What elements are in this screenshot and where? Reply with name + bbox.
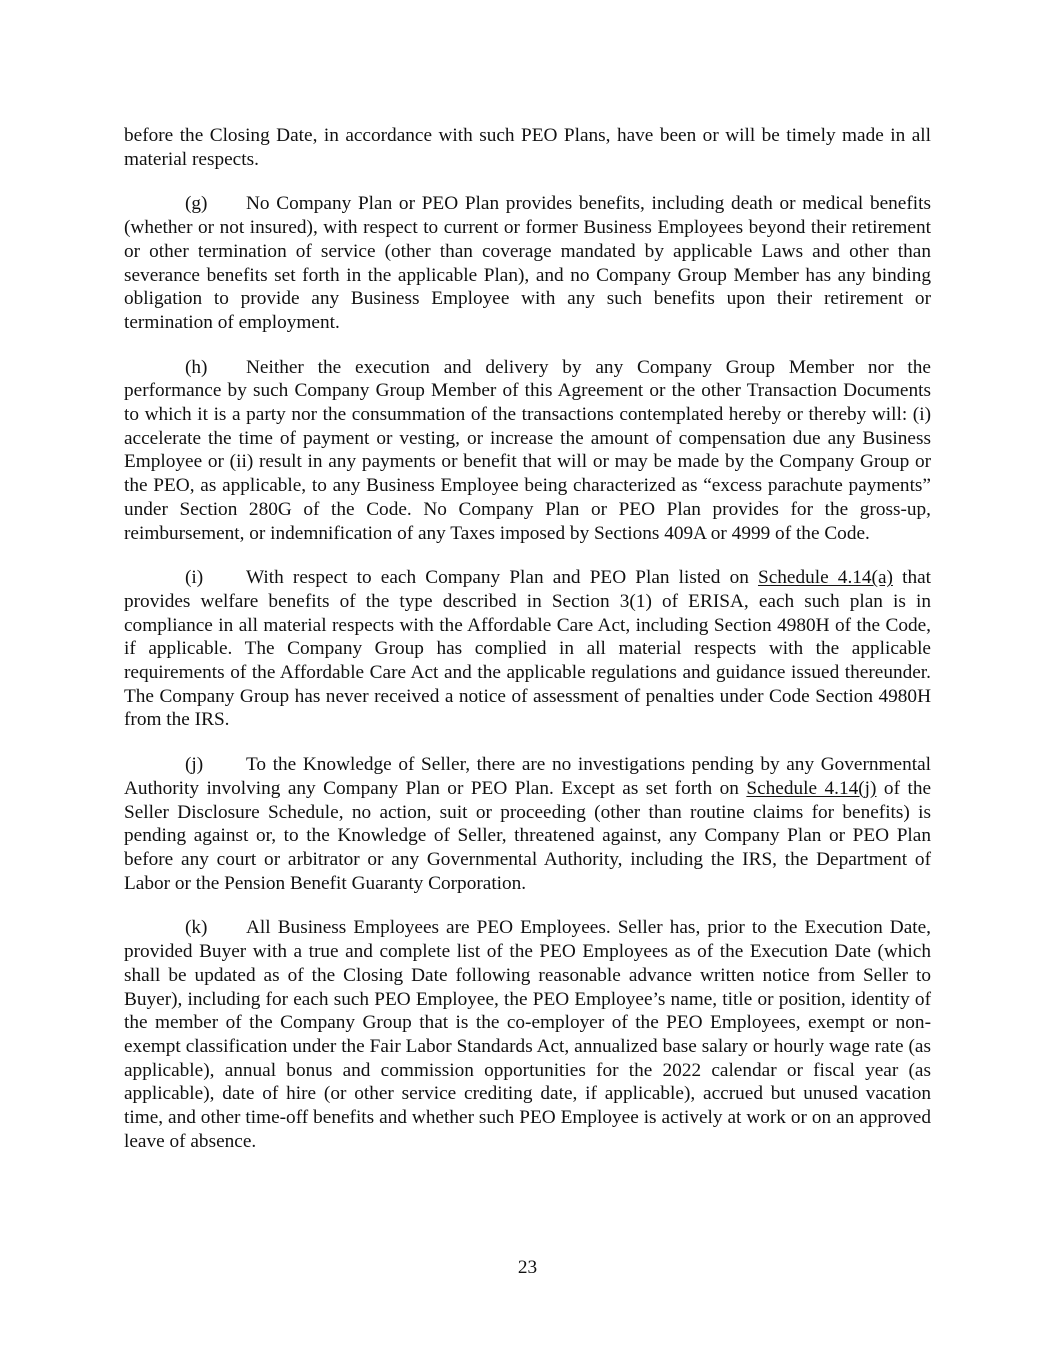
schedule-reference: Schedule 4.14(a) xyxy=(758,567,893,589)
paragraph-text-before: With respect to each Company Plan and PEO Plan listed on xyxy=(246,567,758,589)
paragraph-continuation xyxy=(124,124,931,171)
schedule-reference: Schedule 4.14(j) xyxy=(746,777,877,799)
paragraph-k xyxy=(124,916,931,1153)
paragraph-text-after: of the Seller Disclosure Schedule, no action, suit or proceeding (other than routine claims for benefits) is pending against or, to the Knowledge of Seller, threatened against, any Company Plan or PEO Plan before any court or arbitrator or any Governmental Authority, including the IRS, the Department of Labor or the Pension Benefit Guaranty Corporation. xyxy=(124,777,932,894)
paragraph-h xyxy=(124,356,931,546)
paragraph-label: (i) xyxy=(185,567,204,589)
paragraph-j xyxy=(124,753,931,895)
paragraph-i xyxy=(124,566,931,732)
paragraph-text-before: To the Knowledge of Seller, there are no investigations pending by any Governmental Authority involving any Company Plan or PEO Plan. Except as set forth on xyxy=(124,754,931,799)
paragraph-g xyxy=(124,192,931,334)
paragraph-label: (k) xyxy=(185,917,208,939)
page-body xyxy=(124,124,931,1174)
paragraph-text: Neither the execution and delivery by any Company Group Member nor the performance by such Company Group Member of this Agreement or the other Transaction Documents to which it is a party nor the consummation of the transactions contemplated hereby or thereby will: (i) accelerate the time of payment or vesting, or increase the amount of compensation due any Business Employee or (ii) result in any payments or benefit that will or may be made by the Company Group or the PEO, as applicable, to any Business Employee being characterized as “excess parachute payments” under Section 280G of the Code. No Company Plan or PEO Plan provides for the gross-up, reimbursement, or indemnification of any Taxes imposed by Sections 409A or 4999 of the Code. xyxy=(124,356,931,544)
paragraph-label: (h) xyxy=(185,356,208,378)
paragraph-text: No Company Plan or PEO Plan provides benefits, including death or medical benefits (whether or not insured), with respect to current or former Business Employees beyond their retirement or other termination of service (other than coverage mandated by applicable Laws and other than severance benefits set forth in the applicable Plan), and no Company Group Member has any binding obligation to provide any Business Employee with any such benefits upon their retirement or termination of employment. xyxy=(124,193,931,333)
paragraph-label: (g) xyxy=(185,193,208,215)
paragraph-text: All Business Employees are PEO Employees. Seller has, prior to the Execution Date, provided Buyer with a true and complete list of the PEO Employees as of the Execution Date (which shall be updated as of the Closing Date following reasonable advance written notice from Seller to Buyer), including for each such PEO Employee, the PEO Employee’s name, title or position, identity of the member of the Company Group that is the co-employer of the PEO Employees, exempt or non-exempt classification under the Fair Labor Standards Act, annualized base salary or hourly wage rate (as applicable), annual bonus and commission opportunities for the 2022 calendar or fiscal year (as applicable), date of hire (or other service crediting date, if applicable), accrued but unused vacation time, and other time-off benefits and whether such PEO Employee is actively at work or on an approved leave of absence. xyxy=(124,917,931,1152)
paragraph-text-after: that provides welfare benefits of the type described in Section 3(1) of ERISA, each such plan is in compliance in all material respects with the Affordable Care Act, including Section 4980H of the Code, if applicable. The Company Group has complied in all material respects with the applicable requirements of the Affordable Care Act and the applicable regulations and guidance issued thereunder. The Company Group has never received a notice of assessment of penalties under Code Section 4980H from the IRS. xyxy=(124,567,931,731)
page-number: 23 xyxy=(517,1257,538,1278)
paragraph-text: before the Closing Date, in accordance with such PEO Plans, have been or will be timely made in all material respects. xyxy=(124,125,931,170)
paragraph-label: (j) xyxy=(185,754,204,776)
